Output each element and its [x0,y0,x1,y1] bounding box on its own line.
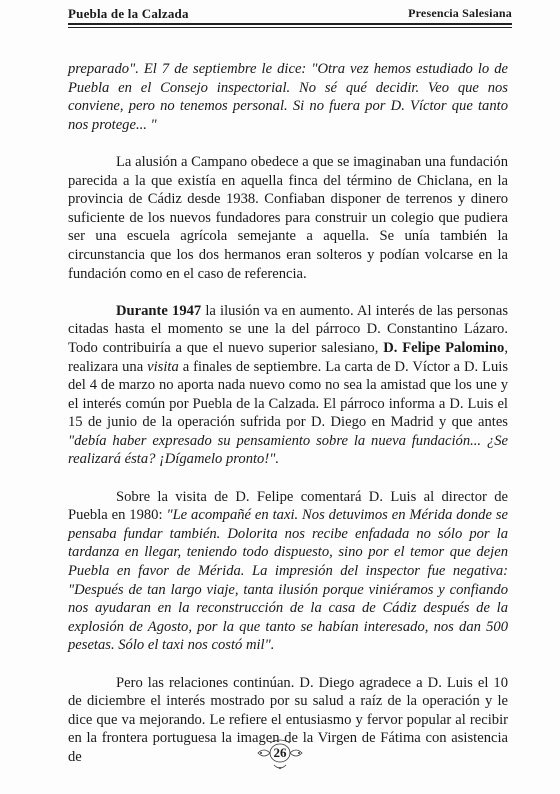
p3-visita: visita [147,358,179,375]
p3-text-3: a finales de septiembre. La carta de D. Víctor a D. Luis del 4 de marzo no aporta nada nuevo como no sea la amistad que los une y el interés común por Puebla de la Calzada. El párroco informa a D. Luis el 15 de junio de la operación sufrida por D. Diego en Madrid y que antes [68,358,508,431]
p4-quote: "Le acompañé en taxi. Nos detuvimos en Mérida donde se pensaba fundar también. Dolorita nos recibe enfadada no sólo por la tardanza en llegar, teniendo todo dispuesto, sino por el temor que dejen Puebla en favor de Mérida. La impresión del inspector fue negativa: "Después de tan largo viaje, tanta ilusión porque viniéramos y confiando nos ayudaran en la reconstrucción de la casa de Cádiz después de la explosión de Agosto, por la que tanto se habían interesado, nos dan 500 pesetas. Sólo el taxi nos costó mil". [68,507,508,654]
paragraph-1 [68,60,508,134]
page-number: 26 [273,745,287,760]
page-number-ornament [256,737,304,773]
paragraph-3 [68,302,508,469]
p3-quote: "debía haber expresado su pensamiento sobre la nueva fundación... ¿Se realizará ésta? ¡Dígamelo pronto!". [68,432,508,468]
p3-text-1: la ilusión va en aumento. Al interés de las personas citadas hasta el momento se une la del párroco D. Constantino Lázaro. Todo contribuiría a que el nuevo superior salesiano, [68,302,508,356]
p4-text: Sobre la visita de D. Felipe comentará D. Luis al director de Puebla en 1980: [68,488,508,524]
header-section-title: Presencia Salesiana [408,6,512,20]
p1-quote: "Otra vez hemos estudiado lo de Puebla en el Consejo inspectorial. No sé qué decidir. Veo que nos conviene, pero no tenemos personal. Si no fuera por D. Víctor que tanto nos protege... " [68,61,508,133]
p3-year: Durante 1947 [116,302,202,319]
p1-lead: preparado". El 7 de septiembre le dice: [68,61,312,77]
paragraph-4 [68,488,508,655]
p3-text-2: , realizara una [68,339,508,375]
header-book-title: Puebla de la Calzada [68,6,189,21]
paragraph-2: La alusión a Campano obedece a que se imaginaban una fundación parecida a la que existía en aquella finca del término de Chiclana, en la provincia de Cádiz desde 1938. Confiaban disponer de terrenos y dinero suficiente de los nuevos fundadores para construir un colegio que pudiera ser una escuela agrícola semejante a aquella. Se unía también la circunstancia que los dos hermanos eran solteros y podían volcarse en la fundación como en el caso de referencia. [68,153,508,282]
p3-person: D. Felipe Palomino [383,339,505,356]
paragraph-5: Pero las relaciones continúan. D. Diego agradece a D. Luis el 10 de diciembre el interés mostrado por su salud a raíz de la operación y le dice que va mejorando. Le refiere el entusiasmo y fervor popular al recibir en la frontera portuguesa la imagen de la Virgen de Fátima con asistencia de [68,674,508,765]
header-rule-thin [68,27,512,28]
header-rule-thick [68,23,512,25]
page-body [68,60,508,785]
